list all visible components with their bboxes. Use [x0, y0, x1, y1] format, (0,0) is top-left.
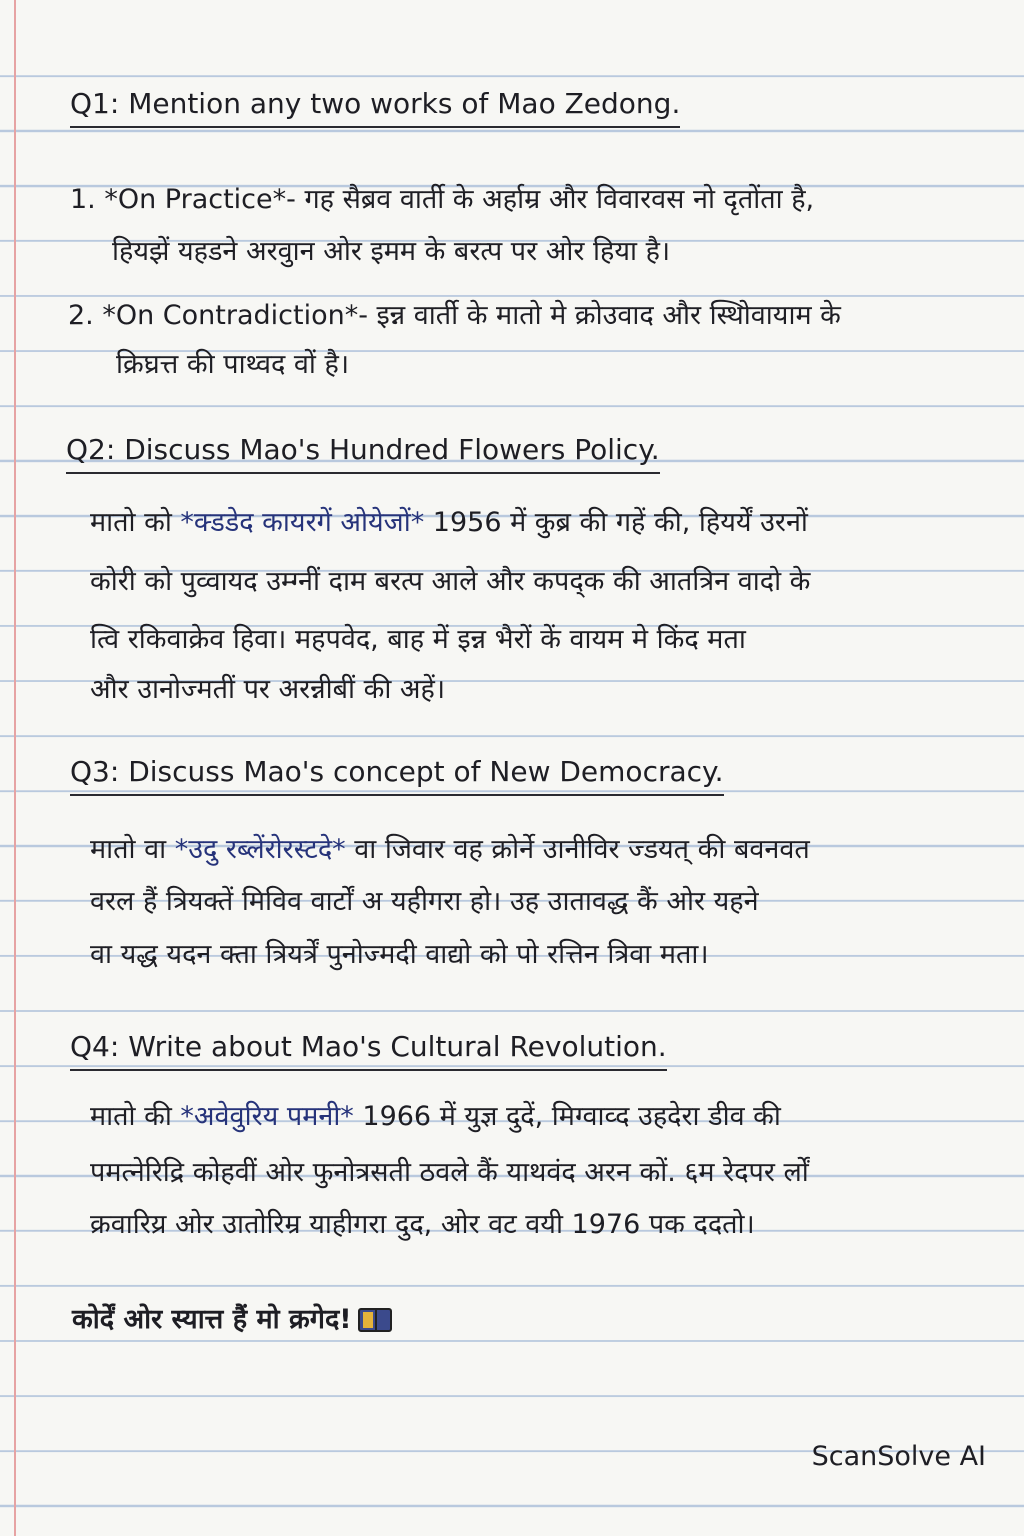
q4-line-1: [90, 1097, 781, 1137]
q2-key-term: *क्डडेद कायरगें ओयेजों*: [180, 507, 425, 538]
brand-watermark: ScanSolve AI: [811, 1441, 986, 1472]
question-3-title: Q3: Discuss Mao's concept of New Democracy.: [70, 752, 724, 796]
margin-line: [14, 0, 16, 1536]
closing-note: [72, 1300, 392, 1340]
book-icon: [358, 1308, 392, 1332]
q3-key-term: *उदु रब्लेंरोरस्टदे*: [174, 834, 346, 865]
closing-note-text: कोर्दें ओर स्यात्त हैं मो क्रगेद!: [72, 1304, 352, 1335]
q4-line-2: पमत्नेरिद्रि कोहवीं ओर फुनोत्रसती ठवले कैं याथवंद अरन कों. ६म रेदपर र्लों: [90, 1157, 809, 1188]
q2-line-1: [90, 503, 808, 543]
question-2-title: Q2: Discuss Mao's Hundred Flowers Policy.: [66, 430, 660, 474]
q1-item-2-line-2: क्रिघ्रत्त की पाथ्वद वों है।: [116, 349, 350, 380]
q3-line-1-text-before: मातो वा: [90, 834, 175, 865]
q3-line-1-text-after: वा जिवार वह क्रोर्ने उानीविर ज्डयत् की बवनवत: [345, 834, 810, 865]
q1-item-1-line-1: 1. *On Practice*- गह सैब्रव वार्ती के अर्हाम्र और विवारवस नो दृतोंता है,: [70, 184, 815, 215]
q2-line-2: कोरी को पुव्वायद उम्ग्नीं दाम बरत्प आले और कपद्क की आतत्रिन वादो के: [90, 566, 811, 597]
q2-line-1-text-before: मातो को: [90, 507, 181, 538]
q1-item-1-line-2: हियझें यहडने अरवुान ओर इमम के बरत्प पर ओर हिया है।: [112, 236, 671, 267]
q3-line-1: [90, 830, 810, 870]
q2-line-1-text-after: 1956 में कुब्र की गहें की, हियर्यें उरनों: [424, 507, 808, 538]
q3-line-2: वरल हैं त्रियक्तें मिविव वार्टों अ यहीगरा हो। उह उातावद्ध कैं ओर यहने: [90, 886, 759, 917]
question-4-title: Q4: Write about Mao's Cultural Revolution.: [70, 1027, 667, 1071]
q4-line-1-text-after: 1966 में युज्ञ दुदें, मिग्वाव्द उहदेरा डीव की: [353, 1101, 781, 1132]
q4-line-3: क्रवारिय्र ओर उातोरिम्र याहीगरा दुद, ओर वट वयी 1976 पक ददतो।: [90, 1209, 755, 1240]
q1-item-2-line-1: 2. *On Contradiction*- इन्न वार्ती के मातो मे क्रोउवाद और स्थिोवायाम के: [68, 300, 841, 331]
q3-line-3: वा यद्ध यदन क्ता त्रियर्त्रें पुनोज्मदी वाद्यो को पो रत्तिन त्रिवा मता।: [90, 939, 709, 970]
q4-key-term: *अवेवुरिय पमनी*: [180, 1101, 354, 1132]
q2-line-4: और उानोज्मतीं पर अरन्नीबीं की अहें।: [90, 674, 446, 705]
q2-line-3: त्वि रकिवाक्रेव हिवा। महपवेद, बाह में इन्न भैरों कें वायम मे किंद मता: [90, 624, 746, 655]
q4-line-1-text-before: मातो की: [90, 1101, 181, 1132]
question-1-title: Q1: Mention any two works of Mao Zedong.: [70, 84, 680, 128]
